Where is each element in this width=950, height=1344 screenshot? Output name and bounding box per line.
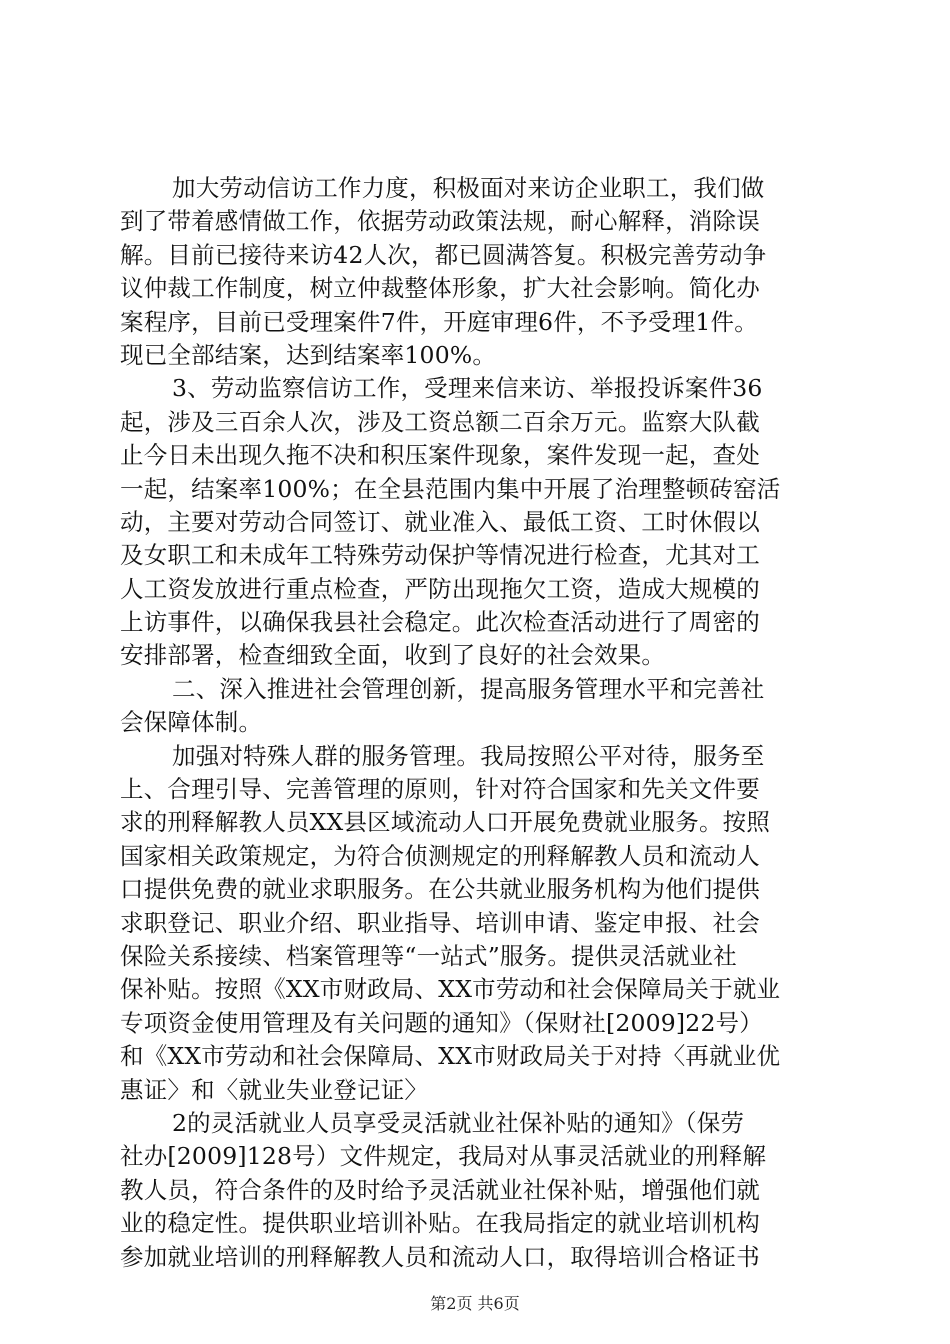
- text-line: 2的灵活就业人员享受灵活就业社保补贴的通知》（保劳: [172, 1108, 745, 1137]
- text-line: 求职登记、职业介绍、职业指导、培训申请、鉴定申报、社会: [120, 908, 760, 937]
- text-line: 安排部署，检查细致全面，收到了良好的社会效果。: [120, 641, 666, 670]
- text-line: 口提供免费的就业求职服务。在公共就业服务机构为他们提供: [120, 875, 760, 904]
- text-line: 参加就业培训的刑释解教人员和流动人口，取得培训合格证书: [120, 1242, 760, 1271]
- text-line: 止今日未出现久拖不决和积压案件现象，案件发现一起，查处: [120, 441, 760, 470]
- text-line: 解。目前已接待来访42人次，都已圆满答复。积极完善劳动争: [120, 240, 767, 269]
- text-line: 社办[2009]128号）文件规定，我局对从事灵活就业的刑释解: [120, 1142, 767, 1171]
- text-line: 保补贴。按照《XX市财政局、XX市劳动和社会保障局关于就业: [120, 975, 781, 1004]
- document-body: [120, 172, 834, 1274]
- text-line: 议仲裁工作制度，树立仲裁整体形象，扩大社会影响。简化办: [120, 274, 760, 303]
- text-line: 二、深入推进社会管理创新，提高服务管理水平和完善社: [172, 674, 765, 703]
- text-line: 3、劳动监察信访工作，受理来信来访、举报投诉案件36: [172, 374, 763, 403]
- text-line: 教人员，符合条件的及时给予灵活就业社保补贴，增强他们就: [120, 1175, 760, 1204]
- text-line: 上、合理引导、完善管理的原则，针对符合国家和先关文件要: [120, 775, 760, 804]
- text-line: 案程序，目前已受理案件7件，开庭审理6件，不予受理1件。: [120, 307, 758, 336]
- text-line: 求的刑释解教人员XX县区域流动人口开展免费就业服务。按照: [120, 808, 771, 837]
- text-line: 业的稳定性。提供职业培训补贴。在我局指定的就业培训机构: [120, 1209, 760, 1238]
- text-line: 到了带着感情做工作，依据劳动政策法规，耐心解释，消除误: [120, 207, 760, 236]
- text-line: 动，主要对劳动合同签订、就业准入、最低工资、工时休假以: [120, 507, 760, 536]
- text-line: 加强对特殊人群的服务管理。我局按照公平对待，服务至: [172, 741, 765, 770]
- text-line: 及女职工和未成年工特殊劳动保护等情况进行检查，尤其对工: [120, 541, 760, 570]
- text-line: 和《XX市劳动和社会保障局、XX市财政局关于对持〈再就业优: [120, 1042, 781, 1071]
- text-line: 国家相关政策规定，为符合侦测规定的刑释解教人员和流动人: [120, 841, 760, 870]
- text-line: 会保障体制。: [120, 708, 263, 737]
- text-line: 惠证〉和〈就业失业登记证〉: [120, 1075, 429, 1104]
- text-line: 专项资金使用管理及有关问题的通知》（保财社[2009]22号）: [120, 1008, 763, 1037]
- text-line: 加大劳动信访工作力度，积极面对来访企业职工，我们做: [172, 174, 765, 202]
- text-line: 保险关系接续、档案管理等“一站式”服务。提供灵活就业社: [120, 941, 737, 970]
- text-line: 上访事件，以确保我县社会稳定。此次检查活动进行了周密的: [120, 608, 760, 637]
- text-line: 一起，结案率100%；在全县范围内集中开展了治理整顿砖窑活: [120, 474, 781, 503]
- text-line: 现已全部结案，达到结案率100%。: [120, 340, 497, 369]
- page-number-footer: 第2页 共6页: [430, 1294, 520, 1313]
- text-line: 起，涉及三百余人次，涉及工资总额二百余万元。监察大队截: [120, 407, 760, 436]
- text-line: 人工资发放进行重点检查，严防出现拖欠工资，造成大规模的: [120, 574, 760, 603]
